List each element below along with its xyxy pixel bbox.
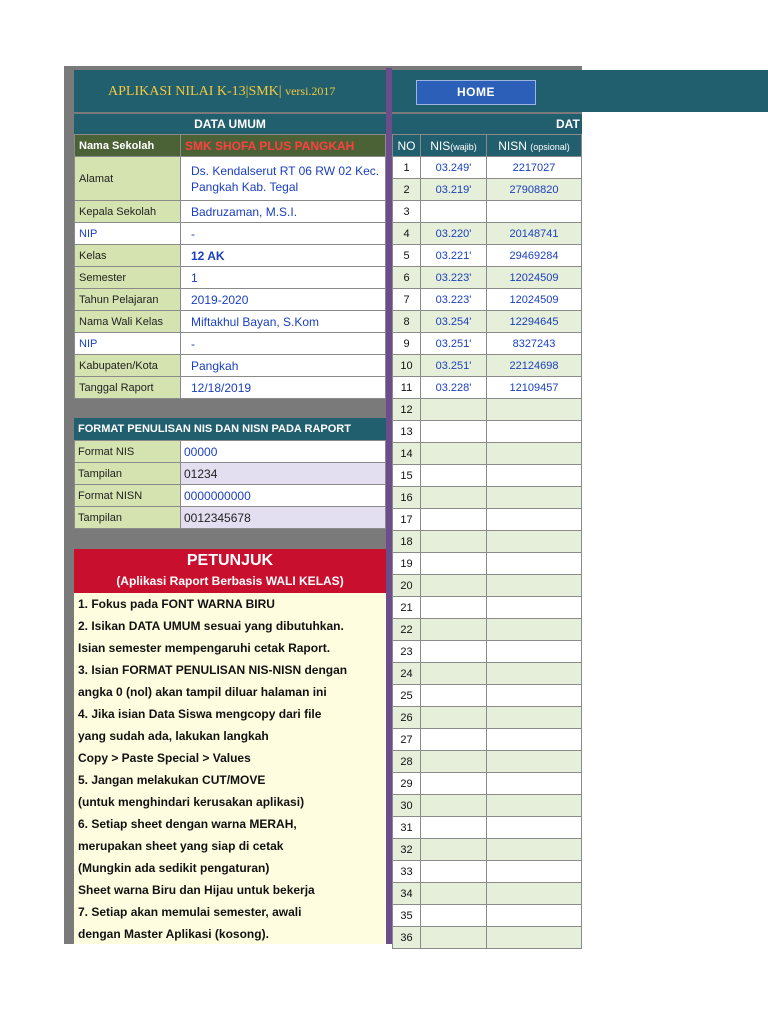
student-nisn-cell[interactable]: [487, 751, 582, 773]
student-row: [393, 927, 582, 949]
student-no-cell: 3: [393, 201, 421, 223]
col-nis-note: (wajib): [450, 141, 477, 152]
student-nis-cell[interactable]: [421, 839, 487, 861]
student-no-cell: 19: [393, 553, 421, 575]
data-siswa-header-row: [393, 135, 582, 157]
col-nisn-header: [487, 135, 582, 157]
student-nis-cell[interactable]: 03.228': [421, 377, 487, 399]
data-umum-row: [75, 245, 386, 267]
student-nis-cell[interactable]: [421, 817, 487, 839]
student-row: [393, 707, 582, 729]
col-no-header: NO: [393, 135, 421, 157]
data-umum-label: NIP: [75, 223, 181, 245]
student-no-cell: 22: [393, 619, 421, 641]
student-no-cell: 12: [393, 399, 421, 421]
student-row: [393, 157, 582, 179]
format-row: [75, 463, 386, 485]
app-title-bar: [74, 70, 386, 112]
data-umum-label: Tahun Pelajaran: [75, 289, 181, 311]
student-nis-cell[interactable]: 03.220': [421, 223, 487, 245]
data-umum-row: [75, 135, 386, 157]
col-nisn-label: NISN: [498, 138, 527, 153]
data-umum-label: Alamat: [75, 157, 181, 201]
student-no-cell: 18: [393, 531, 421, 553]
student-nisn-cell[interactable]: 29469284: [487, 245, 582, 267]
instruction-line: Isian semester mempengaruhi cetak Raport.: [78, 641, 331, 655]
student-row: [393, 905, 582, 927]
student-nis-cell[interactable]: [421, 443, 487, 465]
student-nisn-cell[interactable]: [487, 575, 582, 597]
format-label: Format NISN: [75, 485, 181, 507]
student-row: [393, 773, 582, 795]
district-cell[interactable]: Pangkah: [181, 355, 386, 377]
instruction-line: 4. Jika isian Data Siswa mengcopy dari file: [78, 707, 322, 721]
student-nis-cell[interactable]: [421, 465, 487, 487]
student-row: [393, 839, 582, 861]
student-nisn-cell[interactable]: [487, 509, 582, 531]
student-row: [393, 795, 582, 817]
student-nis-cell[interactable]: [421, 905, 487, 927]
student-nisn-cell[interactable]: [487, 465, 582, 487]
student-no-cell: 6: [393, 267, 421, 289]
student-row: [393, 311, 582, 333]
student-nis-cell[interactable]: 03.223': [421, 289, 487, 311]
petunjuk-title: PETUNJUK: [186, 552, 274, 569]
col-nis-label: NIS: [430, 138, 451, 153]
instruction-line: merupakan sheet yang siap di cetak: [78, 839, 284, 853]
student-nisn-cell[interactable]: [487, 795, 582, 817]
student-nis-cell[interactable]: 03.219': [421, 179, 487, 201]
student-nis-cell[interactable]: [421, 553, 487, 575]
student-no-cell: 13: [393, 421, 421, 443]
student-nisn-cell[interactable]: [487, 817, 582, 839]
student-row: [393, 685, 582, 707]
student-nis-cell[interactable]: [421, 531, 487, 553]
student-row: [393, 663, 582, 685]
student-nisn-cell[interactable]: [487, 399, 582, 421]
student-row: [393, 575, 582, 597]
student-row: [393, 201, 582, 223]
principal-nip-cell[interactable]: -: [181, 223, 386, 245]
student-no-cell: 30: [393, 795, 421, 817]
data-umum-label: Kabupaten/Kota: [75, 355, 181, 377]
student-nis-cell[interactable]: 03.221': [421, 245, 487, 267]
school-year-cell[interactable]: 2019-2020: [181, 289, 386, 311]
instruction-line: yang sudah ada, lakukan langkah: [78, 729, 269, 743]
student-no-cell: 8: [393, 311, 421, 333]
student-nis-cell[interactable]: 03.249': [421, 157, 487, 179]
student-nisn-cell[interactable]: 12024509: [487, 289, 582, 311]
data-umum-label: NIP: [75, 333, 181, 355]
data-umum-label: Kepala Sekolah: [75, 201, 181, 223]
student-row: [393, 443, 582, 465]
semester-cell[interactable]: 1: [181, 267, 386, 289]
student-nisn-cell[interactable]: [487, 663, 582, 685]
format-row: [75, 485, 386, 507]
instruction-line: Copy > Paste Special > Values: [78, 751, 251, 765]
instruction-line: 3. Isian FORMAT PENULISAN NIS-NISN dengan: [78, 663, 348, 677]
student-nis-cell[interactable]: [421, 421, 487, 443]
data-umum-row: [75, 201, 386, 223]
format-row: [75, 441, 386, 463]
student-no-cell: 33: [393, 861, 421, 883]
principal-cell[interactable]: Badruzaman, M.S.I.: [181, 201, 386, 223]
student-nis-cell[interactable]: [421, 641, 487, 663]
format-header: FORMAT PENULISAN NIS DAN NISN PADA RAPORT: [74, 418, 386, 440]
student-nisn-cell[interactable]: 12109457: [487, 377, 582, 399]
student-no-cell: 16: [393, 487, 421, 509]
app-title: APLIKASI NILAI K-13|SMK|: [108, 84, 282, 99]
student-nis-cell[interactable]: [421, 707, 487, 729]
student-nis-cell[interactable]: 03.223': [421, 267, 487, 289]
student-row: [393, 333, 582, 355]
data-umum-row: [75, 289, 386, 311]
instruction-line: 2. Isikan DATA UMUM sesuai yang dibutuhkan.: [78, 619, 344, 633]
student-nis-cell[interactable]: [421, 685, 487, 707]
student-nisn-cell[interactable]: [487, 729, 582, 751]
student-no-cell: 17: [393, 509, 421, 531]
student-row: [393, 465, 582, 487]
student-no-cell: 1: [393, 157, 421, 179]
student-nisn-cell[interactable]: [487, 707, 582, 729]
student-row: [393, 421, 582, 443]
student-nisn-cell[interactable]: 27908820: [487, 179, 582, 201]
student-nisn-cell[interactable]: 2217027: [487, 157, 582, 179]
data-siswa-table: [392, 134, 582, 949]
data-umum-row: [75, 311, 386, 333]
instruction-line: angka 0 (nol) akan tampil diluar halaman ini: [78, 685, 327, 699]
student-no-cell: 21: [393, 597, 421, 619]
student-no-cell: 35: [393, 905, 421, 927]
student-row: [393, 861, 582, 883]
student-no-cell: 23: [393, 641, 421, 663]
student-no-cell: 11: [393, 377, 421, 399]
student-row: [393, 267, 582, 289]
student-nisn-cell[interactable]: 12294645: [487, 311, 582, 333]
student-no-cell: 7: [393, 289, 421, 311]
student-nisn-cell[interactable]: 20148741: [487, 223, 582, 245]
student-nis-cell[interactable]: [421, 927, 487, 949]
student-nis-cell[interactable]: [421, 663, 487, 685]
data-umum-row: [75, 377, 386, 399]
student-nis-cell[interactable]: [421, 399, 487, 421]
student-no-cell: 9: [393, 333, 421, 355]
student-no-cell: 31: [393, 817, 421, 839]
student-no-cell: 28: [393, 751, 421, 773]
instruction-line: (untuk menghindari kerusakan aplikasi): [78, 795, 305, 809]
student-nis-cell[interactable]: 03.251': [421, 333, 487, 355]
student-nisn-cell[interactable]: [487, 839, 582, 861]
student-nis-cell[interactable]: [421, 597, 487, 619]
student-no-cell: 32: [393, 839, 421, 861]
student-nis-cell[interactable]: [421, 575, 487, 597]
student-nisn-cell[interactable]: 22124698: [487, 355, 582, 377]
student-nis-cell[interactable]: [421, 861, 487, 883]
student-nis-cell[interactable]: [421, 795, 487, 817]
petunjuk-body: [74, 593, 386, 944]
nisn-preview-cell: 0012345678: [181, 507, 386, 529]
instruction-line: 7. Setiap akan memulai semester, awali: [78, 905, 302, 919]
student-nis-cell[interactable]: [421, 729, 487, 751]
format-nisn-cell[interactable]: 0000000000: [181, 485, 386, 507]
data-siswa-header: DAT: [392, 114, 582, 134]
school-name-cell[interactable]: SMK SHOFA PLUS PANGKAH: [181, 135, 386, 157]
data-umum-label: Nama Wali Kelas: [75, 311, 181, 333]
col-nisn-note: (opsional): [530, 141, 570, 152]
student-nisn-cell[interactable]: 8327243: [487, 333, 582, 355]
student-nisn-cell[interactable]: [487, 883, 582, 905]
student-nisn-cell[interactable]: [487, 597, 582, 619]
data-umum-row: [75, 267, 386, 289]
data-umum-row: [75, 355, 386, 377]
student-nisn-cell[interactable]: [487, 531, 582, 553]
format-table: [74, 440, 386, 529]
student-row: [393, 245, 582, 267]
student-row: [393, 553, 582, 575]
data-umum-row: [75, 157, 386, 201]
student-row: [393, 509, 582, 531]
student-row: [393, 289, 582, 311]
instruction-line: Sheet warna Biru dan Hijau untuk bekerja: [78, 883, 315, 897]
student-row: [393, 531, 582, 553]
student-nisn-cell[interactable]: [487, 905, 582, 927]
student-no-cell: 4: [393, 223, 421, 245]
student-nisn-cell[interactable]: [487, 773, 582, 795]
data-umum-row: [75, 333, 386, 355]
student-nis-cell[interactable]: 03.251': [421, 355, 487, 377]
student-no-cell: 27: [393, 729, 421, 751]
student-no-cell: 25: [393, 685, 421, 707]
student-row: [393, 377, 582, 399]
instruction-line: 6. Setiap sheet dengan warna MERAH,: [78, 817, 297, 831]
student-row: [393, 641, 582, 663]
student-row: [393, 883, 582, 905]
data-umum-header: DATA UMUM: [74, 114, 386, 134]
student-nis-cell[interactable]: [421, 487, 487, 509]
student-no-cell: 20: [393, 575, 421, 597]
student-row: [393, 619, 582, 641]
app-version: versi.2017: [285, 84, 336, 98]
student-no-cell: 26: [393, 707, 421, 729]
student-row: [393, 751, 582, 773]
instruction-line: 1. Fokus pada FONT WARNA BIRU: [78, 597, 275, 611]
student-nisn-cell[interactable]: [487, 421, 582, 443]
teacher-nip-cell[interactable]: -: [181, 333, 386, 355]
student-nisn-cell[interactable]: [487, 443, 582, 465]
student-nis-cell[interactable]: [421, 883, 487, 905]
data-umum-label: Kelas: [75, 245, 181, 267]
student-nisn-cell[interactable]: [487, 201, 582, 223]
student-nisn-cell[interactable]: [487, 619, 582, 641]
petunjuk-subtitle: (Aplikasi Raport Berbasis WALI KELAS): [116, 574, 344, 588]
student-nis-cell[interactable]: [421, 619, 487, 641]
student-nisn-cell[interactable]: [487, 927, 582, 949]
student-no-cell: 24: [393, 663, 421, 685]
student-no-cell: 10: [393, 355, 421, 377]
data-umum-table: [74, 134, 386, 399]
student-nisn-cell[interactable]: 12024509: [487, 267, 582, 289]
data-umum-label: Tanggal Raport: [75, 377, 181, 399]
student-nis-cell[interactable]: [421, 201, 487, 223]
report-date-cell[interactable]: 12/18/2019: [181, 377, 386, 399]
student-nis-cell[interactable]: [421, 773, 487, 795]
student-nisn-cell[interactable]: [487, 487, 582, 509]
instruction-line: dengan Master Aplikasi (kosong).: [78, 927, 269, 941]
format-nis-cell[interactable]: 00000: [181, 441, 386, 463]
data-umum-label: Nama Sekolah: [75, 135, 181, 157]
student-row: [393, 597, 582, 619]
student-nis-cell[interactable]: 03.254': [421, 311, 487, 333]
student-row: [393, 179, 582, 201]
format-label: Tampilan: [75, 463, 181, 485]
nis-preview-cell: 01234: [181, 463, 386, 485]
student-nisn-cell[interactable]: [487, 641, 582, 663]
format-row: [75, 507, 386, 529]
format-label: Tampilan: [75, 507, 181, 529]
student-nis-cell[interactable]: [421, 509, 487, 531]
data-umum-label: Semester: [75, 267, 181, 289]
student-no-cell: 5: [393, 245, 421, 267]
petunjuk-header: [74, 549, 386, 593]
student-no-cell: 14: [393, 443, 421, 465]
address-cell[interactable]: Ds. Kendalserut RT 06 RW 02 Kec. Pangkah Kab. Tegal: [181, 157, 386, 201]
student-row: [393, 355, 582, 377]
instruction-line: 5. Jangan melakukan CUT/MOVE: [78, 773, 266, 787]
student-nisn-cell[interactable]: [487, 861, 582, 883]
student-nisn-cell[interactable]: [487, 685, 582, 707]
student-row: [393, 399, 582, 421]
student-nis-cell[interactable]: [421, 751, 487, 773]
homeroom-teacher-cell[interactable]: Miftakhul Bayan, S.Kom: [181, 311, 386, 333]
student-no-cell: 34: [393, 883, 421, 905]
format-label: Format NIS: [75, 441, 181, 463]
student-row: [393, 223, 582, 245]
student-nisn-cell[interactable]: [487, 553, 582, 575]
col-nis-header: [421, 135, 487, 157]
home-button[interactable]: HOME: [416, 80, 536, 105]
data-umum-row: [75, 223, 386, 245]
student-no-cell: 29: [393, 773, 421, 795]
student-no-cell: 2: [393, 179, 421, 201]
student-no-cell: 36: [393, 927, 421, 949]
student-row: [393, 487, 582, 509]
student-no-cell: 15: [393, 465, 421, 487]
instruction-line: (Mungkin ada sedikit pengaturan): [78, 861, 270, 875]
student-row: [393, 817, 582, 839]
class-cell[interactable]: 12 AK: [181, 245, 386, 267]
student-row: [393, 729, 582, 751]
